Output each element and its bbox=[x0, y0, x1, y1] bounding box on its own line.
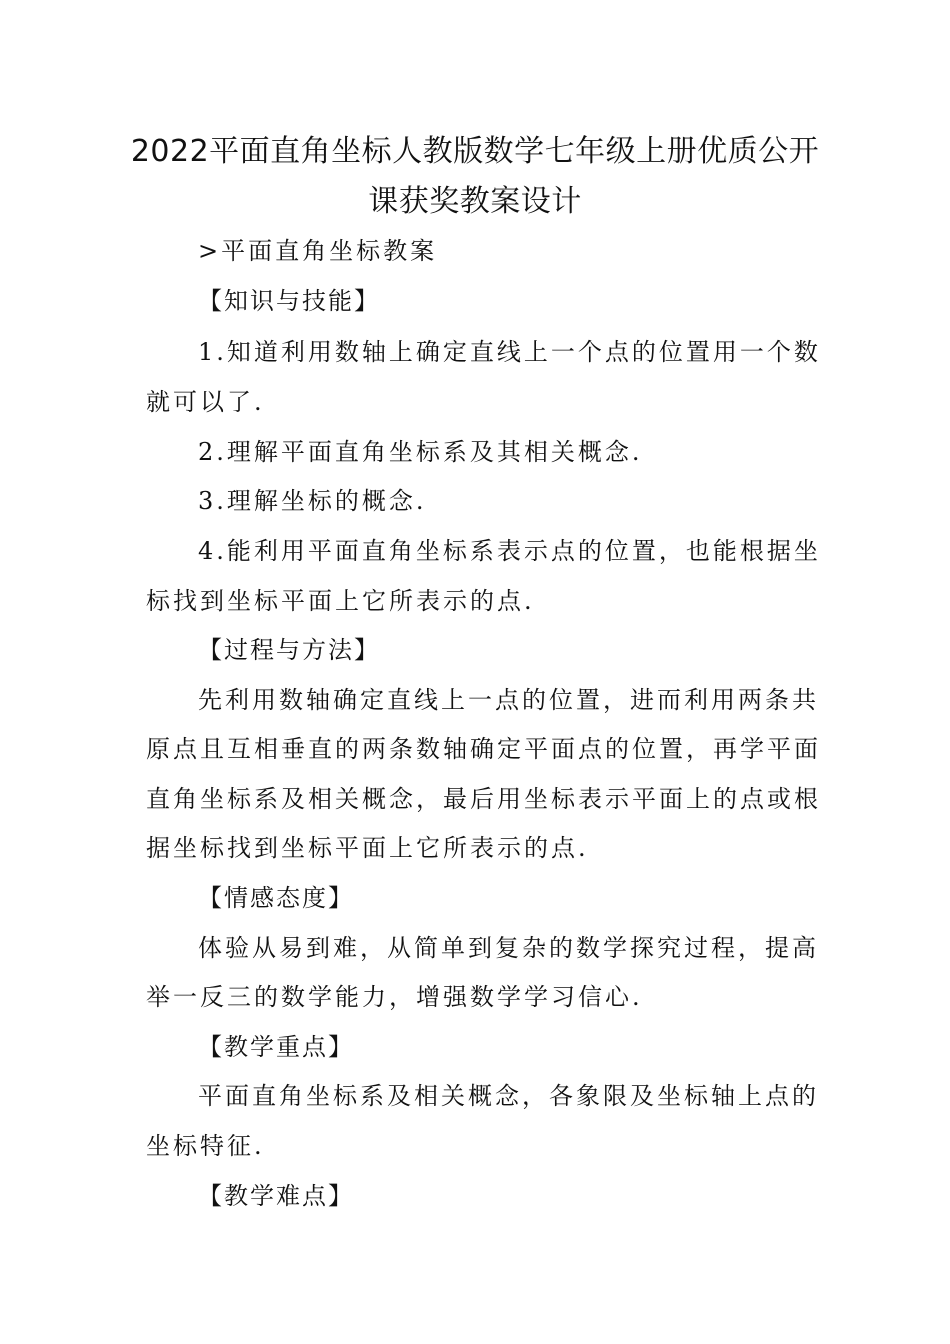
paragraph-line: 4.能利用平面直角坐标系表示点的位置，也能根据坐 bbox=[198, 537, 821, 565]
section-heading-process: 【过程与方法】 bbox=[198, 636, 380, 664]
paragraph-line: 2.理解平面直角坐标系及其相关概念. bbox=[198, 438, 643, 466]
section-heading-knowledge: 【知识与技能】 bbox=[198, 287, 380, 315]
section-heading-key-points: 【教学重点】 bbox=[198, 1033, 354, 1061]
paragraph-line: 3.理解坐标的概念. bbox=[198, 487, 427, 515]
paragraph-line: 平面直角坐标系及相关概念，各象限及坐标轴上点的 bbox=[198, 1082, 819, 1110]
paragraph-line: 举一反三的数学能力，增强数学学习信心. bbox=[146, 983, 643, 1011]
section-heading-difficulties: 【教学难点】 bbox=[198, 1182, 354, 1210]
paragraph-line: 标找到坐标平面上它所表示的点. bbox=[146, 587, 535, 615]
document-title-line-1: 2022平面直角坐标人教版数学七年级上册优质公开 bbox=[130, 134, 820, 169]
paragraph-line: 直角坐标系及相关概念，最后用坐标表示平面上的点或根 bbox=[146, 785, 821, 813]
paragraph-line: 原点且互相垂直的两条数轴确定平面点的位置，再学平面 bbox=[146, 735, 821, 763]
document-title-line-2: 课获奖教案设计 bbox=[368, 184, 582, 219]
paragraph-line: 坐标特征. bbox=[146, 1132, 265, 1160]
section-heading-attitude: 【情感态度】 bbox=[198, 884, 354, 912]
paragraph-line: 1.知道利用数轴上确定直线上一个点的位置用一个数 bbox=[198, 338, 821, 366]
paragraph-line: 体验从易到难，从简单到复杂的数学探究过程，提高 bbox=[198, 934, 819, 962]
paragraph-line: 就可以了. bbox=[146, 388, 265, 416]
document-subheading: >平面直角坐标教案 bbox=[198, 237, 438, 265]
paragraph-line: 据坐标找到坐标平面上它所表示的点. bbox=[146, 834, 589, 862]
paragraph-line: 先利用数轴确定直线上一点的位置，进而利用两条共 bbox=[198, 686, 819, 714]
